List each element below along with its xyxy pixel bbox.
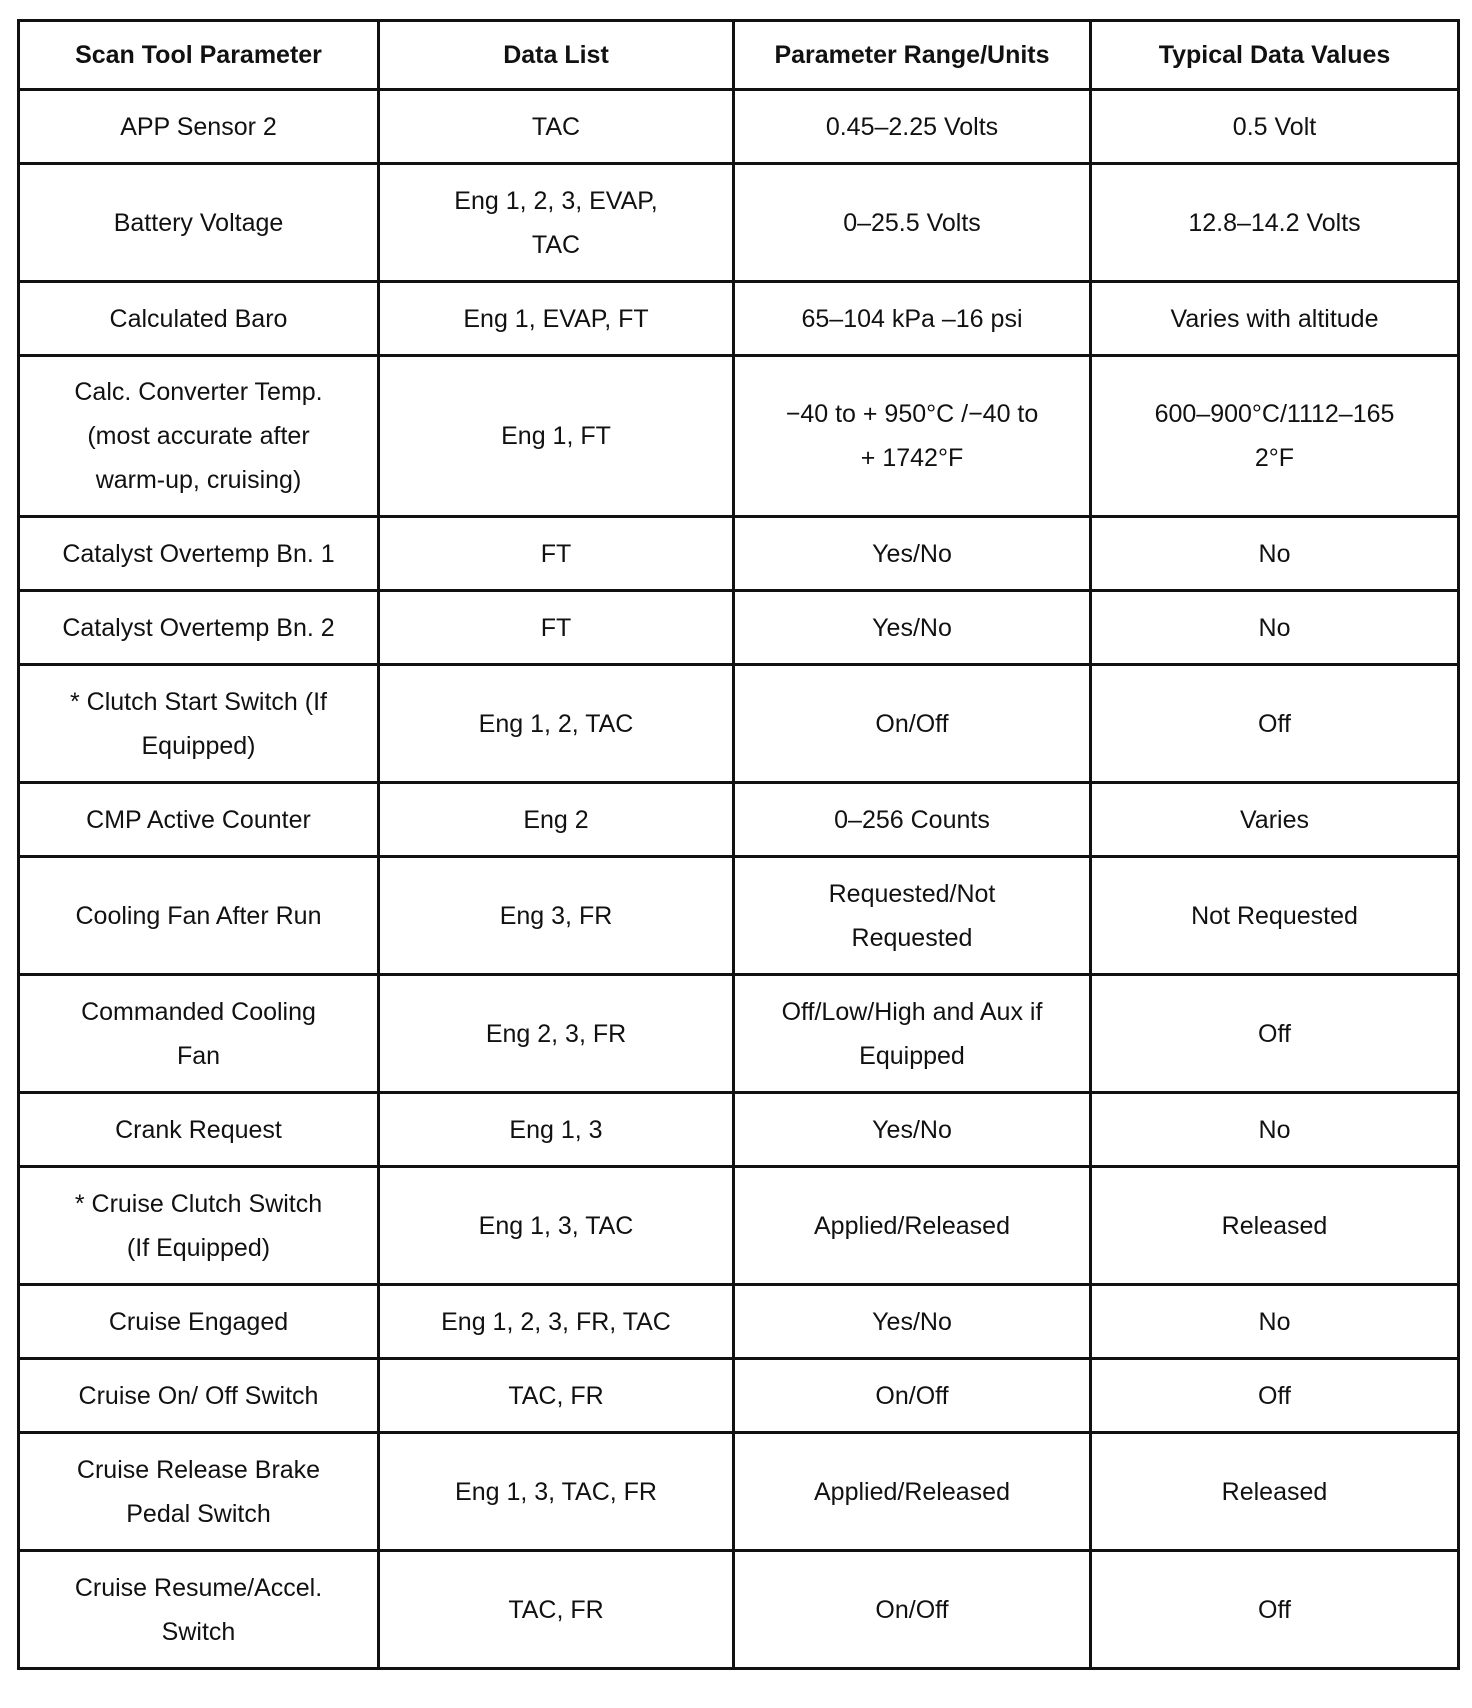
table-row — [19, 1433, 1459, 1551]
typical-value-cell: Not Requested — [1091, 857, 1459, 975]
table-row — [19, 1285, 1459, 1359]
range-units-cell: 65–104 kPa –16 psi — [734, 282, 1091, 356]
data-list-cell: TAC, FR — [379, 1359, 734, 1433]
parameter-cell: CMP Active Counter — [19, 783, 379, 857]
typical-value-cell: Off — [1091, 1359, 1459, 1433]
data-list-cell: Eng 1, 3, TAC — [379, 1167, 734, 1285]
table-row — [19, 1093, 1459, 1167]
table-row — [19, 783, 1459, 857]
header-typical-data-values: Typical Data Values — [1091, 21, 1459, 90]
typical-value-cell: Off — [1091, 665, 1459, 783]
data-list-cell: Eng 1, EVAP, FT — [379, 282, 734, 356]
data-list-cell: TAC — [379, 90, 734, 164]
parameter-cell: Battery Voltage — [19, 164, 379, 282]
parameter-cell: * Clutch Start Switch (If Equipped) — [19, 665, 379, 783]
table-row — [19, 517, 1459, 591]
data-list-cell: Eng 1, 2, TAC — [379, 665, 734, 783]
parameter-cell: APP Sensor 2 — [19, 90, 379, 164]
typical-value-cell: 12.8–14.2 Volts — [1091, 164, 1459, 282]
table-row — [19, 356, 1459, 517]
typical-value-cell: 600–900°C/1112–165 2°F — [1091, 356, 1459, 517]
range-units-cell: Requested/Not Requested — [734, 857, 1091, 975]
typical-value-cell: Off — [1091, 975, 1459, 1093]
table-row — [19, 1359, 1459, 1433]
data-table-container — [17, 19, 1457, 1670]
typical-value-cell: Varies with altitude — [1091, 282, 1459, 356]
parameter-cell: Cruise Engaged — [19, 1285, 379, 1359]
table-row — [19, 591, 1459, 665]
data-list-cell: Eng 1, 3, TAC, FR — [379, 1433, 734, 1551]
typical-value-cell: No — [1091, 1285, 1459, 1359]
data-list-cell: Eng 1, 2, 3, FR, TAC — [379, 1285, 734, 1359]
range-units-cell: Applied/Released — [734, 1433, 1091, 1551]
typical-value-cell: Released — [1091, 1167, 1459, 1285]
parameter-cell: Cruise Resume/Accel. Switch — [19, 1551, 379, 1669]
data-list-cell: Eng 1, 3 — [379, 1093, 734, 1167]
table-row — [19, 1167, 1459, 1285]
range-units-cell: 0.45–2.25 Volts — [734, 90, 1091, 164]
typical-value-cell: Varies — [1091, 783, 1459, 857]
table-body — [19, 90, 1459, 1669]
range-units-cell: Yes/No — [734, 1285, 1091, 1359]
range-units-cell: Yes/No — [734, 1093, 1091, 1167]
range-units-cell: 0–25.5 Volts — [734, 164, 1091, 282]
parameter-cell: Catalyst Overtemp Bn. 1 — [19, 517, 379, 591]
table-row — [19, 1551, 1459, 1669]
data-list-cell: Eng 1, FT — [379, 356, 734, 517]
data-list-cell: Eng 2, 3, FR — [379, 975, 734, 1093]
table-row — [19, 90, 1459, 164]
range-units-cell: On/Off — [734, 665, 1091, 783]
typical-value-cell: 0.5 Volt — [1091, 90, 1459, 164]
typical-value-cell: Off — [1091, 1551, 1459, 1669]
range-units-cell: Applied/Released — [734, 1167, 1091, 1285]
header-data-list: Data List — [379, 21, 734, 90]
parameter-cell: Calculated Baro — [19, 282, 379, 356]
table-header-row — [19, 21, 1459, 90]
typical-value-cell: No — [1091, 1093, 1459, 1167]
table-row — [19, 975, 1459, 1093]
parameter-cell: Calc. Converter Temp. (most accurate after warm-up, cruising) — [19, 356, 379, 517]
range-units-cell: −40 to + 950°C /−40 to + 1742°F — [734, 356, 1091, 517]
header-parameter-range-units: Parameter Range/Units — [734, 21, 1091, 90]
table-row — [19, 282, 1459, 356]
typical-value-cell: Released — [1091, 1433, 1459, 1551]
header-scan-tool-parameter: Scan Tool Parameter — [19, 21, 379, 90]
table-row — [19, 857, 1459, 975]
parameter-cell: Catalyst Overtemp Bn. 2 — [19, 591, 379, 665]
range-units-cell: On/Off — [734, 1551, 1091, 1669]
data-list-cell: Eng 2 — [379, 783, 734, 857]
parameter-cell: Commanded Cooling Fan — [19, 975, 379, 1093]
table-row — [19, 164, 1459, 282]
parameter-cell: Cruise Release Brake Pedal Switch — [19, 1433, 379, 1551]
range-units-cell: Yes/No — [734, 591, 1091, 665]
data-list-cell: TAC, FR — [379, 1551, 734, 1669]
range-units-cell: 0–256 Counts — [734, 783, 1091, 857]
scan-tool-data-table — [17, 19, 1460, 1670]
data-list-cell: Eng 1, 2, 3, EVAP, TAC — [379, 164, 734, 282]
typical-value-cell: No — [1091, 591, 1459, 665]
typical-value-cell: No — [1091, 517, 1459, 591]
parameter-cell: Cruise On/ Off Switch — [19, 1359, 379, 1433]
range-units-cell: Yes/No — [734, 517, 1091, 591]
range-units-cell: On/Off — [734, 1359, 1091, 1433]
data-list-cell: FT — [379, 591, 734, 665]
data-list-cell: FT — [379, 517, 734, 591]
parameter-cell: Cooling Fan After Run — [19, 857, 379, 975]
parameter-cell: Crank Request — [19, 1093, 379, 1167]
table-row — [19, 665, 1459, 783]
data-list-cell: Eng 3, FR — [379, 857, 734, 975]
range-units-cell: Off/Low/High and Aux if Equipped — [734, 975, 1091, 1093]
parameter-cell: * Cruise Clutch Switch (If Equipped) — [19, 1167, 379, 1285]
